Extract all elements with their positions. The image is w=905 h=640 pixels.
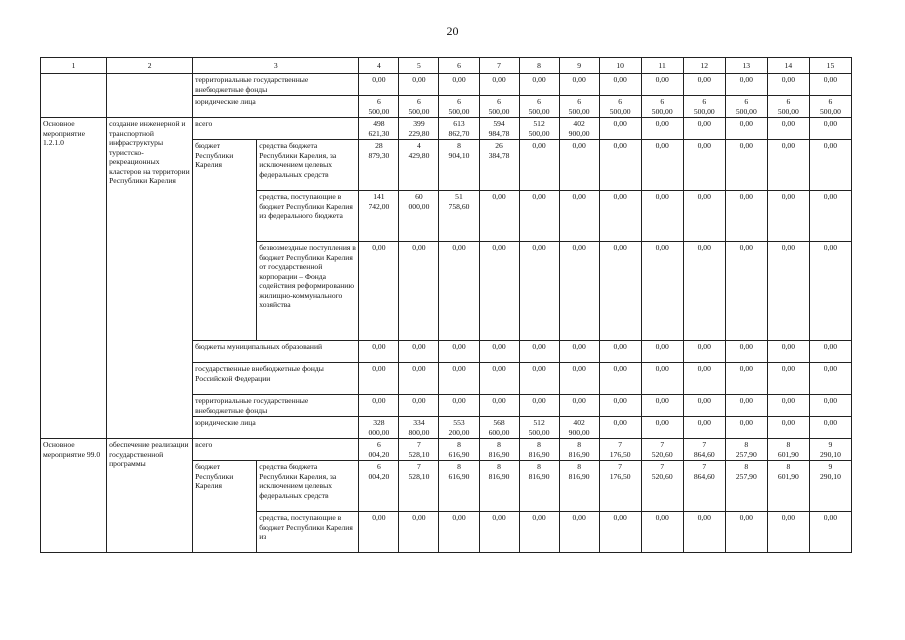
- measure-title: обеспечение реализации государственной программы: [107, 439, 193, 553]
- value-cell: 328 000,00: [359, 417, 399, 439]
- value-cell: 0,00: [641, 242, 683, 341]
- value-cell: 0,00: [725, 341, 767, 363]
- header-cell: 4: [359, 58, 399, 74]
- value-cell: 402 900,00: [559, 118, 599, 140]
- measure-name: Основное мероприятие 99.0: [41, 439, 107, 553]
- value-cell: 0,00: [641, 363, 683, 395]
- header-cell: 1: [41, 58, 107, 74]
- value-cell: 0,00: [479, 191, 519, 242]
- value-cell: 0,00: [809, 140, 851, 191]
- value-cell: 6 500,00: [641, 96, 683, 118]
- value-cell: 0,00: [439, 341, 479, 363]
- value-cell: 6 500,00: [767, 96, 809, 118]
- source-label: всего: [193, 118, 359, 140]
- header-cell: 6: [439, 58, 479, 74]
- value-cell: 8 257,90: [725, 461, 767, 512]
- value-cell: 553 200,00: [439, 417, 479, 439]
- value-cell: 0,00: [683, 395, 725, 417]
- value-cell: 141 742,00: [359, 191, 399, 242]
- value-cell: 0,00: [767, 512, 809, 553]
- value-cell: 8 601,90: [767, 461, 809, 512]
- value-cell: 0,00: [599, 417, 641, 439]
- value-cell: 8 257,90: [725, 439, 767, 461]
- value-cell: 0,00: [683, 118, 725, 140]
- value-cell: 7 528,10: [399, 461, 439, 512]
- table-row: [41, 74, 852, 96]
- value-cell: 0,00: [599, 363, 641, 395]
- header-cell: 9: [559, 58, 599, 74]
- value-cell: 0,00: [599, 512, 641, 553]
- value-cell: 0,00: [767, 341, 809, 363]
- value-cell: 0,00: [599, 140, 641, 191]
- value-cell: 0,00: [809, 395, 851, 417]
- header-cell: 13: [725, 58, 767, 74]
- value-cell: 0,00: [439, 74, 479, 96]
- value-cell: 0,00: [439, 512, 479, 553]
- header-cell: 12: [683, 58, 725, 74]
- value-cell: 334 800,00: [399, 417, 439, 439]
- value-cell: 0,00: [359, 242, 399, 341]
- value-cell: 26 384,78: [479, 140, 519, 191]
- value-cell: 0,00: [559, 242, 599, 341]
- value-cell: 7 176,50: [599, 439, 641, 461]
- value-cell: 0,00: [599, 242, 641, 341]
- source-label: бюджет Республики Карелия: [193, 461, 257, 553]
- value-cell: 0,00: [767, 118, 809, 140]
- value-cell: 0,00: [519, 363, 559, 395]
- value-cell: 6 500,00: [559, 96, 599, 118]
- value-cell: 402 900,00: [559, 417, 599, 439]
- header-cell: 2: [107, 58, 193, 74]
- source-label: территориальные государственные внебюджетные фонды: [193, 395, 359, 417]
- source-label: юридические лица: [193, 96, 359, 118]
- value-cell: 0,00: [559, 74, 599, 96]
- value-cell: 0,00: [519, 140, 559, 191]
- header-cell: 5: [399, 58, 439, 74]
- value-cell: 4 429,80: [399, 140, 439, 191]
- source-label: бюджет Республики Карелия: [193, 140, 257, 341]
- value-cell: 0,00: [767, 242, 809, 341]
- value-cell: 0,00: [399, 341, 439, 363]
- source-sublabel: средства, поступающие в бюджет Республики Карелия из: [257, 512, 359, 553]
- source-sublabel: средства бюджета Республики Карелия, за исключением целевых федеральных средств: [257, 461, 359, 512]
- value-cell: 613 862,70: [439, 118, 479, 140]
- value-cell: 0,00: [399, 242, 439, 341]
- value-cell: 0,00: [519, 191, 559, 242]
- value-cell: 399 229,80: [399, 118, 439, 140]
- value-cell: 0,00: [559, 512, 599, 553]
- value-cell: 0,00: [599, 118, 641, 140]
- value-cell: 51 758,60: [439, 191, 479, 242]
- value-cell: 0,00: [683, 363, 725, 395]
- value-cell: 0,00: [559, 395, 599, 417]
- value-cell: 0,00: [725, 118, 767, 140]
- value-cell: 0,00: [519, 341, 559, 363]
- value-cell: 8 816,90: [479, 439, 519, 461]
- value-cell: 8 616,90: [439, 439, 479, 461]
- value-cell: 0,00: [439, 395, 479, 417]
- value-cell: 7 520,60: [641, 461, 683, 512]
- value-cell: 8 601,90: [767, 439, 809, 461]
- measure-title: создание инженерной и транспортной инфраструктуры туристско-рекреационных кластеров на территории Республики Карелия: [107, 118, 193, 439]
- value-cell: 0,00: [767, 395, 809, 417]
- header-cell: 3: [193, 58, 359, 74]
- header-cell: 11: [641, 58, 683, 74]
- value-cell: 9 290,10: [809, 461, 851, 512]
- value-cell: 8 904,10: [439, 140, 479, 191]
- value-cell: 0,00: [767, 363, 809, 395]
- value-cell: 0,00: [683, 417, 725, 439]
- value-cell: 7 864,60: [683, 439, 725, 461]
- value-cell: 0,00: [479, 242, 519, 341]
- value-cell: 0,00: [359, 395, 399, 417]
- value-cell: 512 500,00: [519, 417, 559, 439]
- measure-name: Основное мероприятие 1.2.1.0: [41, 118, 107, 439]
- value-cell: 568 600,00: [479, 417, 519, 439]
- value-cell: 0,00: [683, 74, 725, 96]
- source-label: государственные внебюджетные фонды Российской Федерации: [193, 363, 359, 395]
- value-cell: 6 500,00: [725, 96, 767, 118]
- value-cell: 0,00: [767, 140, 809, 191]
- value-cell: 0,00: [683, 140, 725, 191]
- value-cell: 9 290,10: [809, 439, 851, 461]
- value-cell: 0,00: [767, 74, 809, 96]
- value-cell: 0,00: [519, 395, 559, 417]
- value-cell: 0,00: [809, 191, 851, 242]
- value-cell: 0,00: [479, 395, 519, 417]
- value-cell: 0,00: [599, 74, 641, 96]
- header-cell: 14: [767, 58, 809, 74]
- value-cell: 0,00: [479, 512, 519, 553]
- value-cell: 0,00: [809, 512, 851, 553]
- value-cell: 0,00: [809, 118, 851, 140]
- value-cell: 0,00: [809, 74, 851, 96]
- value-cell: 0,00: [359, 363, 399, 395]
- value-cell: 0,00: [359, 74, 399, 96]
- value-cell: 0,00: [809, 341, 851, 363]
- value-cell: 7 176,50: [599, 461, 641, 512]
- budget-table: [40, 57, 852, 553]
- value-cell: 0,00: [725, 512, 767, 553]
- source-sublabel: безвозмездные поступления в бюджет Республики Карелия от государственной корпорации – Фонда содействия реформированию жилищно-коммунального хозяйства: [257, 242, 359, 341]
- value-cell: 0,00: [479, 341, 519, 363]
- value-cell: 0,00: [559, 363, 599, 395]
- value-cell: 594 984,78: [479, 118, 519, 140]
- value-cell: 0,00: [641, 341, 683, 363]
- value-cell: 512 500,00: [519, 118, 559, 140]
- value-cell: 0,00: [767, 191, 809, 242]
- value-cell: 0,00: [725, 395, 767, 417]
- value-cell: 8 816,90: [559, 439, 599, 461]
- value-cell: 0,00: [399, 74, 439, 96]
- value-cell: 6 004,20: [359, 439, 399, 461]
- value-cell: 0,00: [519, 74, 559, 96]
- value-cell: 0,00: [767, 417, 809, 439]
- value-cell: 0,00: [399, 363, 439, 395]
- header-cell: 10: [599, 58, 641, 74]
- value-cell: 0,00: [519, 512, 559, 553]
- value-cell: 0,00: [683, 242, 725, 341]
- value-cell: 0,00: [641, 191, 683, 242]
- value-cell: 0,00: [559, 140, 599, 191]
- value-cell: 0,00: [725, 363, 767, 395]
- value-cell: 8 816,90: [479, 461, 519, 512]
- value-cell: 0,00: [641, 395, 683, 417]
- value-cell: 0,00: [359, 341, 399, 363]
- value-cell: 0,00: [559, 191, 599, 242]
- value-cell: 6 500,00: [809, 96, 851, 118]
- value-cell: 7 864,60: [683, 461, 725, 512]
- value-cell: 0,00: [683, 341, 725, 363]
- value-cell: 0,00: [809, 363, 851, 395]
- value-cell: 0,00: [439, 242, 479, 341]
- value-cell: 8 816,90: [519, 439, 559, 461]
- empty-cell: [107, 74, 193, 118]
- header-cell: 15: [809, 58, 851, 74]
- value-cell: 0,00: [399, 395, 439, 417]
- source-label: бюджеты муниципальных образований: [193, 341, 359, 363]
- value-cell: 0,00: [641, 140, 683, 191]
- value-cell: 0,00: [725, 140, 767, 191]
- value-cell: 28 879,30: [359, 140, 399, 191]
- table-row: [41, 118, 852, 140]
- table-row: [41, 439, 852, 461]
- value-cell: 0,00: [479, 363, 519, 395]
- value-cell: 0,00: [599, 341, 641, 363]
- header-cell: 8: [519, 58, 559, 74]
- value-cell: 8 616,90: [439, 461, 479, 512]
- value-cell: 6 500,00: [599, 96, 641, 118]
- source-sublabel: средства, поступающие в бюджет Республики Карелия из федерального бюджета: [257, 191, 359, 242]
- source-label: юридические лица: [193, 417, 359, 439]
- value-cell: 60 000,00: [399, 191, 439, 242]
- value-cell: 8 816,90: [559, 461, 599, 512]
- value-cell: 0,00: [641, 74, 683, 96]
- value-cell: 0,00: [399, 512, 439, 553]
- value-cell: 0,00: [599, 191, 641, 242]
- empty-cell: [41, 74, 107, 118]
- value-cell: 6 500,00: [439, 96, 479, 118]
- source-label: всего: [193, 439, 359, 461]
- value-cell: 6 500,00: [359, 96, 399, 118]
- value-cell: 0,00: [725, 242, 767, 341]
- value-cell: 0,00: [809, 242, 851, 341]
- value-cell: 6 500,00: [519, 96, 559, 118]
- header-cell: 7: [479, 58, 519, 74]
- value-cell: 0,00: [559, 341, 599, 363]
- value-cell: 0,00: [809, 417, 851, 439]
- source-label: территориальные государственные внебюджетные фонды: [193, 74, 359, 96]
- value-cell: 6 004,20: [359, 461, 399, 512]
- value-cell: 8 816,90: [519, 461, 559, 512]
- value-cell: 0,00: [599, 395, 641, 417]
- value-cell: 6 500,00: [683, 96, 725, 118]
- value-cell: 0,00: [725, 191, 767, 242]
- value-cell: 6 500,00: [399, 96, 439, 118]
- value-cell: 0,00: [479, 74, 519, 96]
- value-cell: 7 528,10: [399, 439, 439, 461]
- value-cell: 0,00: [641, 417, 683, 439]
- value-cell: 0,00: [439, 363, 479, 395]
- header-row: [41, 58, 852, 74]
- value-cell: 0,00: [683, 191, 725, 242]
- value-cell: 0,00: [641, 118, 683, 140]
- value-cell: 0,00: [725, 74, 767, 96]
- value-cell: 0,00: [519, 242, 559, 341]
- page-number: 20: [446, 24, 459, 38]
- value-cell: 0,00: [683, 512, 725, 553]
- source-sublabel: средства бюджета Республики Карелия, за исключением целевых федеральных средств: [257, 140, 359, 191]
- value-cell: 0,00: [725, 417, 767, 439]
- value-cell: 6 500,00: [479, 96, 519, 118]
- value-cell: 498 621,30: [359, 118, 399, 140]
- value-cell: 0,00: [641, 512, 683, 553]
- value-cell: 7 520,60: [641, 439, 683, 461]
- value-cell: 0,00: [359, 512, 399, 553]
